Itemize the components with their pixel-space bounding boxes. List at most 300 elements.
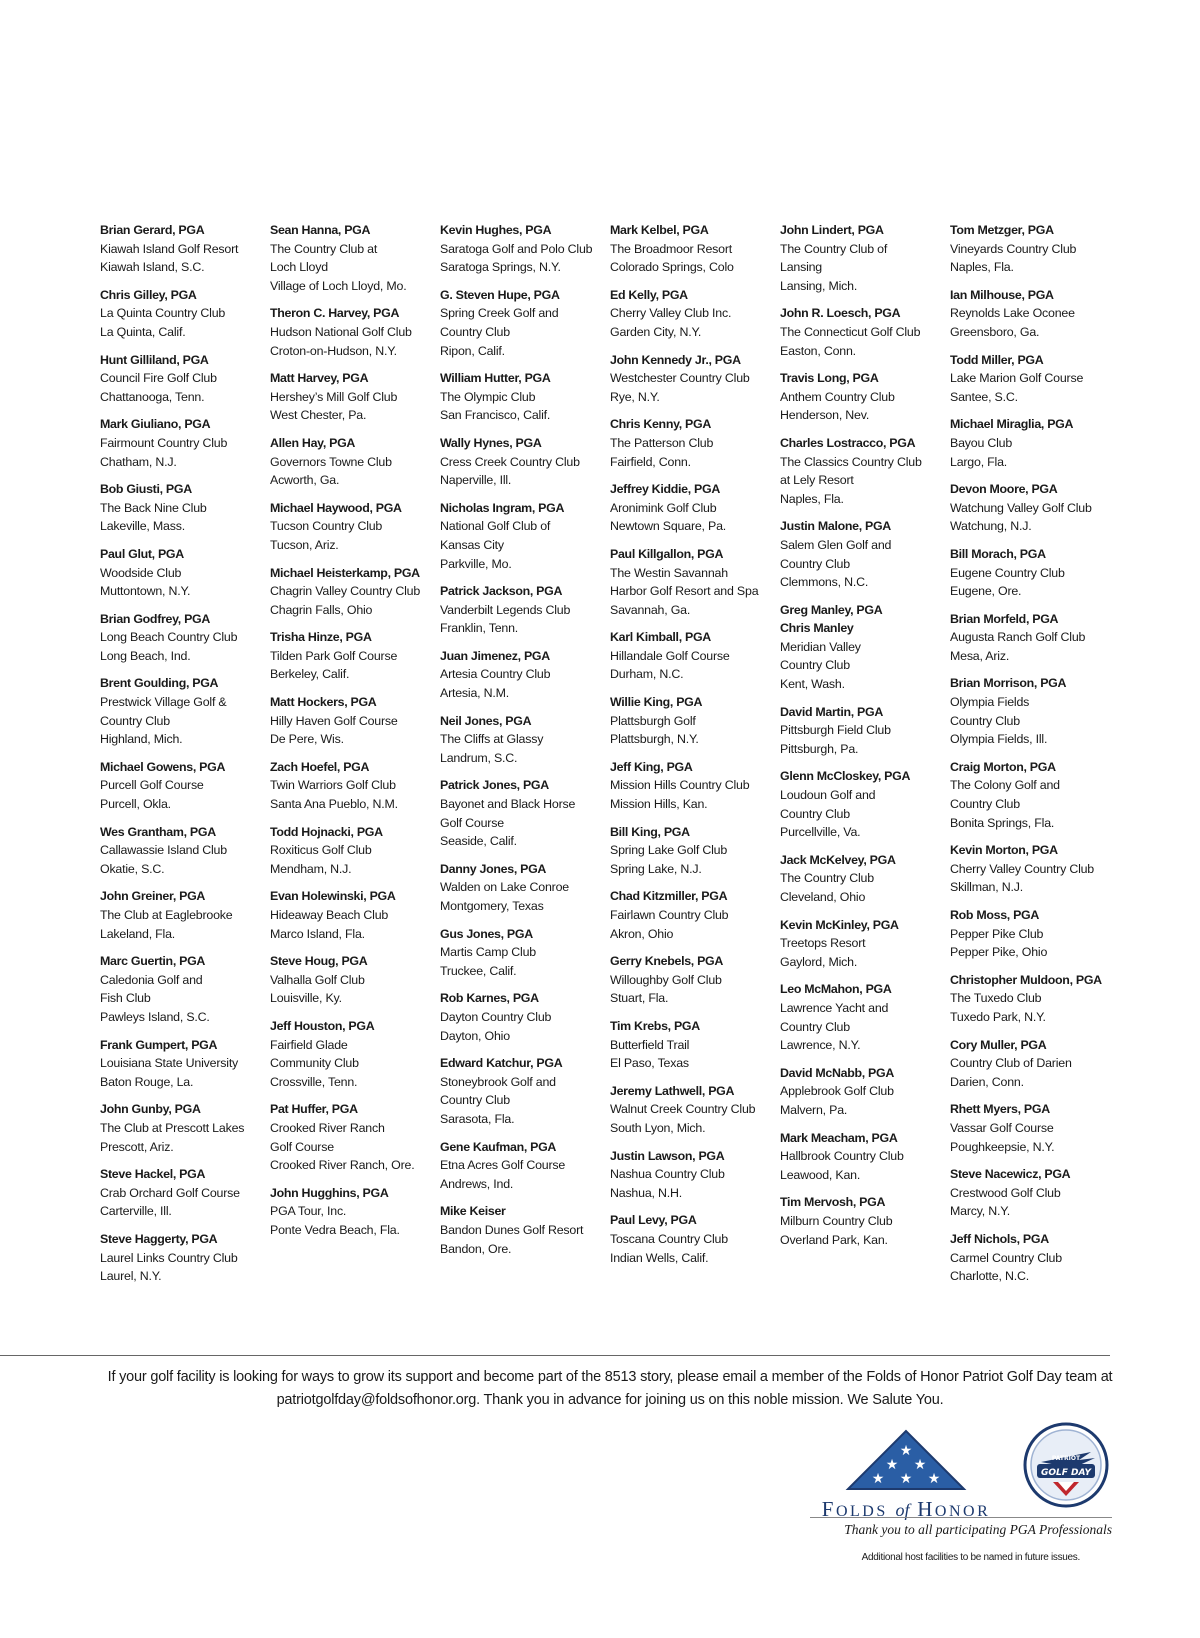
honoree-name: Tim Mervosh, PGA (780, 1195, 886, 1210)
honoree-entry (100, 480, 270, 536)
honoree-name: Mark Kelbel, PGA (610, 223, 709, 237)
honoree-entry (610, 693, 780, 749)
honoree-entry (610, 415, 780, 471)
honoree-name: Zach Hoefel, PGA (270, 759, 370, 774)
honoree-club: Tilden Park Golf Course (270, 648, 398, 663)
honoree-club: Cherry Valley Country Club (950, 861, 1095, 876)
svg-text:GOLF DAY: GOLF DAY (1041, 1468, 1091, 1478)
honoree-name: Steve Haggerty, PGA (100, 1231, 218, 1246)
honoree-name: Steve Hackel, PGA (100, 1167, 206, 1182)
honoree-club: Country Club (440, 324, 510, 339)
honoree-location: Garden City, N.Y. (610, 324, 702, 339)
honoree-club: Spring Creek Golf and (440, 306, 559, 321)
honoree-club: The Back Nine Club (100, 500, 207, 515)
honoree-entry (100, 351, 270, 407)
honoree-club: Treetops Resort (780, 936, 866, 951)
honoree-name: Marc Guertin, PGA (100, 954, 206, 969)
honoree-club: Hideaway Beach Club (270, 908, 389, 922)
honoree-name: Chris Gilley, PGA (100, 287, 197, 302)
honoree-club: Valhalla Golf Club (270, 972, 365, 987)
honoree-name: Bob Giusti, PGA (100, 482, 192, 497)
honoree-entry (270, 628, 440, 684)
honoree-location: Purcell, Okla. (100, 797, 171, 812)
honoree-club: Toscana Country Club (610, 1231, 728, 1246)
honoree-entry (950, 351, 1120, 407)
honoree-club: Anthem Country Club (780, 389, 895, 404)
honoree-club: Cherry Valley Club Inc. (610, 306, 732, 321)
honoree-club: Carmel Country Club (950, 1250, 1062, 1265)
honoree-name: Tim Krebs, PGA (610, 1018, 700, 1033)
honoree-entry (780, 1129, 950, 1185)
honoree-name: Neil Jones, PGA (440, 713, 532, 728)
honoree-entry (780, 703, 950, 759)
honoree-club: Crab Orchard Golf Course (100, 1185, 240, 1200)
honoree-club: Kansas City (440, 537, 504, 552)
honoree-club: The Club at Prescott Lakes (100, 1120, 245, 1135)
honoree-name: Leo McMahon, PGA (780, 982, 892, 997)
honoree-name: John Greiner, PGA (100, 889, 206, 904)
honoree-entry (270, 952, 440, 1008)
honoree-location: Saratoga Springs, N.Y. (440, 260, 561, 275)
folds-of-honor-wordmark: FOLDS of HONOR (821, 1497, 991, 1521)
honoree-location: Marco Island, Fla. (270, 926, 365, 941)
honoree-location: Pittsburgh, Pa. (780, 741, 859, 756)
honoree-name: Theron C. Harvey, PGA (270, 306, 400, 321)
honoree-location: Skillman, N.J. (950, 880, 1023, 895)
honoree-entry (440, 647, 610, 703)
honoree-club: Loudoun Golf and (780, 788, 876, 803)
honoree-name: Michael Miraglia, PGA (950, 417, 1074, 432)
honoree-club: Country Club (950, 797, 1020, 812)
honor-roll-column (950, 221, 1120, 1311)
honoree-location: Darien, Conn. (950, 1074, 1024, 1089)
honoree-club: Golf Course (270, 1139, 334, 1154)
honoree-club: Eugene Country Club (950, 565, 1065, 580)
honoree-entry (100, 1165, 270, 1221)
honoree-entry (270, 221, 440, 295)
honoree-location: Kiawah Island, S.C. (100, 260, 205, 275)
honoree-name: Paul Levy, PGA (610, 1213, 697, 1228)
honoree-name: Karl Kimball, PGA (610, 630, 711, 645)
honoree-name: Bill King, PGA (610, 824, 690, 839)
honoree-location: Muttontown, N.Y. (100, 584, 191, 599)
honoree-club: Hudson National Golf Club (270, 324, 412, 339)
honoree-location: Charlotte, N.C. (950, 1269, 1029, 1284)
honoree-location: Overland Park, Kan. (780, 1232, 888, 1247)
honoree-club: Vassar Golf Course (950, 1120, 1054, 1135)
honoree-club: Plattsburgh Golf (610, 713, 696, 728)
honoree-club: Crestwood Golf Club (950, 1185, 1061, 1200)
honoree-entry (780, 221, 950, 295)
honoree-name: Michael Haywood, PGA (270, 500, 402, 515)
honoree-name: Jeff Houston, PGA (270, 1018, 375, 1033)
honoree-location: San Francisco, Calif. (440, 408, 551, 423)
svg-text:★: ★ (899, 1443, 913, 1459)
honoree-name: Christopher Muldoon, PGA (950, 972, 1102, 987)
honoree-location: Greensboro, Ga. (950, 324, 1040, 339)
honoree-location: Montgomery, Texas (440, 899, 544, 913)
honoree-location: Louisville, Ky. (270, 991, 342, 1006)
honoree-club: Country Club (950, 713, 1020, 728)
honoree-club: The Colony Golf and (950, 778, 1060, 793)
honoree-location: Crooked River Ranch, Ore. (270, 1158, 415, 1173)
honoree-name: John Gunby, PGA (100, 1102, 201, 1117)
honoree-location: Laurel, N.Y. (100, 1269, 162, 1284)
svg-text:★: ★ (899, 1471, 913, 1487)
honoree-location: Gaylord, Mich. (780, 954, 858, 969)
invitation-line-2: patriotgolfday@foldsofhonor.org. Thank you in advance for joining us on this noble mission. We Salute You. (276, 1392, 944, 1408)
honoree-entry (950, 971, 1120, 1027)
honoree-name: Michael Gowens, PGA (100, 759, 226, 774)
honoree-club: The Classics Country Club (780, 454, 922, 469)
honoree-location: Okatie, S.C. (100, 861, 165, 876)
honoree-club: Louisiana State University (100, 1056, 239, 1071)
honoree-club: Martis Camp Club (440, 945, 536, 960)
honoree-club: Nashua Country Club (610, 1167, 725, 1182)
honoree-entry (950, 841, 1120, 897)
honoree-club: Hershey’s Mill Golf Club (270, 389, 398, 404)
honoree-club: Council Fire Golf Club (100, 371, 217, 386)
honoree-name: Pat Huffer, PGA (270, 1102, 358, 1117)
honoree-entry (780, 601, 950, 694)
honoree-name: Tom Metzger, PGA (950, 223, 1054, 237)
honoree-name: William Hutter, PGA (440, 371, 551, 386)
honoree-location: West Chester, Pa. (270, 408, 367, 423)
honoree-club: The Cliffs at Glassy (440, 732, 544, 747)
honoree-club: La Quinta Country Club (100, 306, 226, 321)
additional-facilities-note: Additional host facilities to be named in future issues. (861, 1552, 1080, 1563)
honoree-location: Santee, S.C. (950, 389, 1018, 404)
honoree-club: Butterfield Trail (610, 1037, 690, 1052)
honoree-entry (100, 758, 270, 814)
honoree-club: Pepper Pike Club (950, 926, 1044, 941)
honoree-entry (440, 369, 610, 425)
honoree-club: Callawassie Island Club (100, 843, 227, 858)
honoree-name: Mark Giuliano, PGA (100, 417, 211, 432)
honoree-entry (950, 286, 1120, 342)
honoree-name: David Martin, PGA (780, 704, 883, 719)
honoree-club: Augusta Ranch Golf Club (950, 630, 1086, 645)
honoree-name: Jack McKelvey, PGA (780, 852, 896, 867)
honoree-entry (270, 887, 440, 943)
honoree-name: Paul Killgallon, PGA (610, 546, 724, 561)
honoree-entry (100, 415, 270, 471)
honoree-name: John R. Loesch, PGA (780, 306, 901, 321)
honoree-club: Westchester Country Club (610, 371, 750, 386)
honoree-name: Michael Heisterkamp, PGA (270, 565, 420, 580)
honoree-location: Mendham, N.J. (270, 861, 352, 876)
honoree-location: Long Beach, Ind. (100, 648, 191, 663)
honoree-name: Chris Kenny, PGA (610, 417, 711, 432)
honoree-entry (440, 776, 610, 850)
honoree-club: Country Club (780, 806, 850, 821)
honoree-location: Croton-on-Hudson, N.Y. (270, 343, 397, 358)
honoree-entry (440, 286, 610, 360)
honoree-club: Country Club (780, 1019, 850, 1034)
honoree-name: Hunt Gilliland, PGA (100, 352, 209, 367)
honoree-entry (780, 517, 950, 591)
honoree-name: G. Steven Hupe, PGA (440, 287, 560, 302)
honoree-location: Tuxedo Park, N.Y. (950, 1009, 1046, 1024)
honoree-location: Ponte Vedra Beach, Fla. (270, 1222, 400, 1237)
honoree-location: Marcy, N.Y. (950, 1204, 1010, 1219)
honoree-club: Bandon Dunes Golf Resort (440, 1222, 584, 1237)
svg-text:★: ★ (927, 1471, 941, 1487)
honoree-name: Jeffrey Kiddie, PGA (610, 482, 720, 497)
honoree-location: Durham, N.C. (610, 667, 684, 682)
honoree-location: Eugene, Ore. (950, 584, 1022, 599)
honoree-club: The Country Club at (270, 241, 378, 256)
honoree-name: Gerry Knebels, PGA (610, 954, 724, 969)
honoree-location: Nashua, N.H. (610, 1185, 682, 1200)
honoree-name: Rhett Myers, PGA (950, 1102, 1050, 1117)
honoree-club: Tucson Country Club (270, 519, 383, 534)
honoree-entry (950, 610, 1120, 666)
honoree-location: Naperville, Ill. (440, 473, 512, 488)
honoree-club: Hilly Haven Golf Course (270, 713, 398, 728)
honoree-name: Willie King, PGA (610, 695, 703, 710)
honoree-location: Crossville, Tenn. (270, 1074, 358, 1089)
honoree-name: Mike Keiser (440, 1204, 506, 1219)
honoree-club: Walnut Creek Country Club (610, 1102, 756, 1117)
honoree-entry (100, 952, 270, 1026)
honoree-name: Jeff Nichols, PGA (950, 1231, 1049, 1246)
honoree-location: Prescott, Ariz. (100, 1139, 174, 1154)
honoree-name: Ed Kelly, PGA (610, 287, 688, 302)
honoree-club: Hallbrook Country Club (780, 1149, 904, 1164)
honor-roll-columns (100, 221, 1120, 1311)
honoree-name: Edward Katchur, PGA (440, 1056, 563, 1071)
honoree-club: Golf Course (440, 815, 504, 830)
honoree-club: Fairmount Country Club (100, 435, 228, 450)
honoree-club: Caledonia Golf and (100, 972, 203, 987)
honoree-club: Dayton Country Club (440, 1009, 552, 1024)
honoree-location: Lakeville, Mass. (100, 519, 185, 534)
honoree-name: John Hugghins, PGA (270, 1185, 389, 1200)
honoree-entry (100, 610, 270, 666)
honoree-name: Rob Karnes, PGA (440, 991, 539, 1006)
honoree-entry (440, 221, 610, 277)
honoree-entry (610, 887, 780, 943)
honoree-name-secondary: Chris Manley (780, 621, 854, 636)
honoree-name: Allen Hay, PGA (270, 435, 356, 450)
honoree-club: Pittsburgh Field Club (780, 723, 891, 738)
honoree-club: Saratoga Golf and Polo Club (440, 241, 593, 256)
honoree-entry (610, 1211, 780, 1267)
honoree-location: Kent, Wash. (780, 677, 845, 692)
honoree-club: Vineyards Country Club (950, 241, 1077, 256)
honoree-location: Village of Loch Lloyd, Mo. (270, 278, 407, 293)
honoree-location: Malvern, Pa. (780, 1102, 848, 1117)
honoree-location: Dayton, Ohio (440, 1028, 510, 1043)
honor-roll-column (440, 221, 610, 1311)
honoree-club: Kiawah Island Golf Resort (100, 241, 239, 256)
honoree-name: Bill Morach, PGA (950, 546, 1046, 561)
honoree-entry (270, 823, 440, 879)
honoree-club: The Country Club (780, 871, 874, 886)
honoree-name: Evan Holewinski, PGA (270, 889, 396, 904)
honoree-name: Matt Harvey, PGA (270, 371, 369, 386)
honoree-name: Brian Gerard, PGA (100, 223, 205, 237)
honoree-location: Watchung, N.J. (950, 519, 1032, 534)
honoree-club: Hillandale Golf Course (610, 648, 730, 663)
honoree-entry (950, 221, 1120, 277)
honoree-entry (270, 434, 440, 490)
honoree-entry (610, 221, 780, 277)
honoree-club: Aronimink Golf Club (610, 500, 717, 515)
honoree-entry (440, 925, 610, 981)
honoree-club: The Connecticut Golf Club (780, 324, 921, 339)
honoree-name: Todd Hojnacki, PGA (270, 824, 383, 839)
honoree-entry (780, 304, 950, 360)
honoree-club: Lansing (780, 260, 823, 275)
honoree-club: Fish Club (100, 991, 151, 1006)
honoree-location: South Lyon, Mich. (610, 1120, 706, 1135)
honoree-club: Bayou Club (950, 435, 1013, 450)
honoree-entry (440, 860, 610, 916)
honoree-location: Lakeland, Fla. (100, 926, 176, 941)
honoree-name: John Lindert, PGA (780, 223, 884, 237)
honoree-location: Carterville, Ill. (100, 1204, 172, 1219)
honoree-club: Laurel Links Country Club (100, 1250, 238, 1265)
honoree-location: Chattanooga, Tenn. (100, 389, 205, 404)
honoree-name: Matt Hockers, PGA (270, 695, 377, 710)
honor-roll-column (610, 221, 780, 1311)
honoree-entry (780, 851, 950, 907)
honoree-name: Sean Hanna, PGA (270, 223, 371, 237)
honoree-location: Baton Rouge, La. (100, 1074, 194, 1089)
honoree-club: Salem Glen Golf and (780, 537, 892, 552)
honoree-entry (100, 674, 270, 748)
honoree-name: Justin Lawson, PGA (610, 1148, 725, 1163)
honoree-club: Watchung Valley Golf Club (950, 500, 1092, 515)
honoree-entry (610, 628, 780, 684)
honoree-club: Country Club of Darien (950, 1056, 1072, 1071)
honoree-entry (780, 1064, 950, 1120)
svg-text:★: ★ (913, 1457, 927, 1473)
honoree-entry (440, 434, 610, 490)
honoree-name: Charles Lostracco, PGA (780, 435, 916, 450)
honoree-entry (950, 415, 1120, 471)
honoree-club: Country Club (440, 1093, 510, 1108)
honoree-name: Trisha Hinze, PGA (270, 630, 372, 645)
honoree-entry (440, 989, 610, 1045)
honoree-club: The Westin Savannah (610, 565, 728, 580)
honoree-location: Mission Hills, Kan. (610, 797, 708, 812)
honoree-location: Plattsburgh, N.Y. (610, 732, 699, 747)
honoree-name: Justin Malone, PGA (780, 519, 891, 534)
honoree-club: Olympia Fields (950, 695, 1030, 710)
folded-flag-icon (845, 1427, 967, 1495)
honoree-location: Akron, Ohio (610, 926, 674, 941)
honoree-club: Prestwick Village Golf & (100, 695, 227, 710)
honoree-entry (610, 286, 780, 342)
honoree-name: Paul Glut, PGA (100, 546, 184, 561)
honoree-location: Stuart, Fla. (610, 991, 669, 1006)
honoree-name: Cory Muller, PGA (950, 1037, 1047, 1052)
honoree-location: Cleveland, Ohio (780, 890, 866, 904)
honoree-entry (270, 693, 440, 749)
thanks-text: Thank you to all participating PGA Professionals (844, 1522, 1112, 1537)
honoree-location: Naples, Fla. (950, 260, 1014, 275)
honoree-location: Andrews, Ind. (440, 1176, 514, 1191)
honoree-location: Newtown Square, Pa. (610, 519, 727, 534)
honoree-club: Lake Marion Golf Course (950, 371, 1084, 386)
honoree-location: Rye, N.Y. (610, 389, 660, 404)
honoree-entry (440, 712, 610, 768)
honor-roll-column (270, 221, 440, 1311)
honoree-club: PGA Tour, Inc. (270, 1204, 347, 1219)
honoree-name: Kevin Hughes, PGA (440, 223, 552, 237)
honoree-location: Naples, Fla. (780, 491, 844, 506)
honoree-name: Todd Miller, PGA (950, 352, 1044, 367)
honoree-entry (610, 1147, 780, 1203)
honoree-club: The Broadmoor Resort (610, 241, 733, 256)
honoree-entry (100, 887, 270, 943)
honoree-club: at Lely Resort (780, 473, 854, 488)
honoree-name: Steve Houg, PGA (270, 954, 368, 969)
honoree-club: Country Club (780, 658, 850, 673)
honoree-entry (100, 545, 270, 601)
honoree-club: Milburn Country Club (780, 1213, 893, 1228)
honoree-entry (950, 1230, 1120, 1286)
honoree-club: Country Club (100, 713, 170, 728)
honoree-club: Fairlawn Country Club (610, 908, 729, 922)
honoree-club: Governors Towne Club (270, 454, 392, 469)
honoree-club: Woodside Club (100, 565, 182, 580)
honoree-club: National Golf Club of (440, 519, 551, 534)
honoree-name: Mark Meacham, PGA (780, 1130, 898, 1145)
honoree-club: Long Beach Country Club (100, 630, 238, 645)
honoree-club: Fairfield Glade (270, 1037, 348, 1052)
honoree-name: Greg Manley, PGA (780, 602, 883, 617)
honoree-club: Twin Warriors Golf Club (270, 778, 396, 793)
patriot-golf-day-badge (1023, 1422, 1109, 1508)
honoree-club: Chagrin Valley Country Club (270, 584, 421, 599)
honor-roll-column (780, 221, 950, 1311)
honoree-club: Bayonet and Black Horse (440, 797, 576, 812)
honoree-club: Applebrook Golf Club (780, 1084, 894, 1099)
honoree-name: Patrick Jones, PGA (440, 778, 549, 793)
honoree-entry (780, 916, 950, 972)
honoree-entry (100, 286, 270, 342)
honoree-location: Sarasota, Fla. (440, 1111, 515, 1126)
honoree-location: Berkeley, Calif. (270, 667, 350, 682)
honoree-location: Lawrence, N.Y. (780, 1038, 861, 1053)
honoree-entry (610, 952, 780, 1008)
honoree-name: Kevin McKinley, PGA (780, 917, 899, 932)
honoree-name: Wes Grantham, PGA (100, 824, 216, 839)
honoree-entry (270, 1100, 440, 1174)
honoree-entry (780, 767, 950, 841)
honoree-location: Colorado Springs, Colo (610, 260, 734, 275)
honoree-entry (950, 1165, 1120, 1221)
honoree-club: Purcell Golf Course (100, 778, 204, 793)
honoree-location: Franklin, Tenn. (440, 621, 519, 636)
honoree-club: The Country Club of (780, 241, 888, 256)
honoree-club: Walden on Lake Conroe (440, 880, 569, 895)
honoree-entry (950, 758, 1120, 832)
honoree-club: Mission Hills Country Club (610, 778, 750, 793)
honoree-location: Santa Ana Pueblo, N.M. (270, 797, 398, 812)
honoree-entry (610, 480, 780, 536)
honoree-name: Nicholas Ingram, PGA (440, 500, 565, 515)
honoree-name: Jeremy Lathwell, PGA (610, 1083, 735, 1098)
honoree-location: Highland, Mich. (100, 732, 183, 747)
honoree-location: Parkville, Mo. (440, 556, 512, 571)
honoree-club: Willoughby Golf Club (610, 972, 722, 987)
honoree-name: Devon Moore, PGA (950, 482, 1058, 497)
